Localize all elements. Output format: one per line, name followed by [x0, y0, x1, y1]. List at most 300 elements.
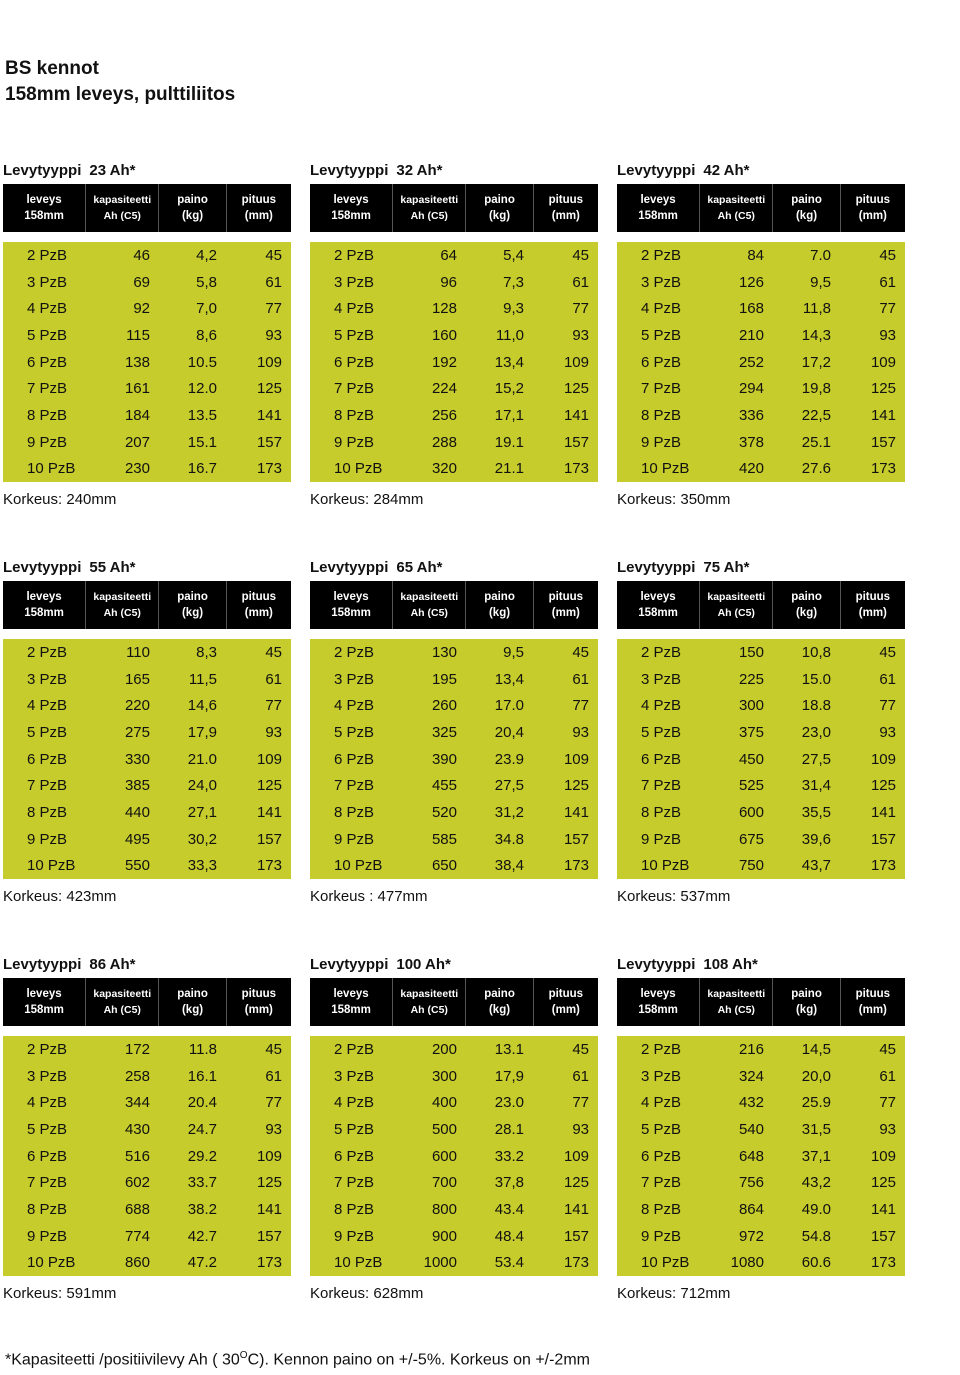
cell-kapasiteetti: 675 — [738, 830, 764, 848]
cell-kapasiteetti: 450 — [738, 750, 764, 768]
table-row — [3, 269, 291, 296]
table-row — [617, 799, 905, 826]
korkeus-label: Korkeus: 284mm — [310, 491, 424, 509]
cell-leveys: 7 PzB — [641, 1174, 682, 1192]
cell-pituus: 157 — [870, 433, 896, 451]
header-kapasiteetti-line: kapasiteetti — [400, 591, 459, 603]
cell-paino: 27,5 — [494, 777, 524, 795]
spec-table — [3, 557, 291, 907]
cell-pituus: 141 — [870, 406, 896, 424]
table-title-label: Levytyyppi — [310, 559, 389, 576]
cell-leveys: 6 PzB — [27, 750, 68, 768]
cell-kapasiteetti: 300 — [431, 1067, 457, 1085]
header-pituus-line: (mm) — [551, 1004, 580, 1016]
spec-table — [617, 557, 905, 907]
cell-leveys: 4 PzB — [27, 697, 68, 715]
cell-leveys: 6 PzB — [334, 750, 375, 768]
cell-kapasiteetti: 324 — [738, 1067, 764, 1085]
cell-leveys: 9 PzB — [334, 433, 375, 451]
cell-leveys: 8 PzB — [27, 803, 68, 821]
cell-kapasiteetti: 325 — [431, 723, 457, 741]
header-paino — [466, 978, 533, 1026]
cell-leveys: 3 PzB — [27, 1067, 68, 1085]
header-leveys — [310, 581, 393, 629]
header-leveys — [3, 581, 86, 629]
cell-pituus: 173 — [563, 460, 589, 478]
cell-pituus: 93 — [572, 723, 589, 741]
header-paino-line: (kg) — [488, 607, 511, 619]
cell-leveys: 10 PzB — [27, 1254, 76, 1272]
cell-kapasiteetti: 230 — [124, 460, 150, 478]
cell-kapasiteetti: 378 — [738, 433, 764, 451]
cell-leveys: 10 PzB — [334, 460, 383, 478]
table-row — [310, 1223, 598, 1250]
cell-leveys: 3 PzB — [641, 273, 682, 291]
cell-pituus: 141 — [563, 803, 589, 821]
cell-leveys: 8 PzB — [334, 803, 375, 821]
cell-leveys: 7 PzB — [641, 777, 682, 795]
table-row — [3, 719, 291, 746]
footnote-superscript: O — [239, 1350, 248, 1361]
cell-kapasiteetti: 602 — [124, 1174, 150, 1192]
cell-pituus: 93 — [879, 1120, 896, 1138]
cell-leveys: 9 PzB — [27, 1227, 68, 1245]
table-title-label: Levytyyppi — [3, 162, 82, 179]
cell-leveys: 6 PzB — [334, 353, 375, 371]
spec-table — [617, 954, 905, 1304]
cell-leveys: 2 PzB — [641, 1040, 682, 1058]
cell-kapasiteetti: 648 — [738, 1147, 764, 1165]
korkeus-label: Korkeus: 537mm — [617, 888, 731, 906]
cell-leveys: 7 PzB — [641, 380, 682, 398]
table-row — [3, 322, 291, 349]
header-kapasiteetti-line: Ah (C5) — [103, 210, 141, 222]
cell-leveys: 10 PzB — [641, 1254, 690, 1272]
footnote-text: *Kapasiteetti /positiivilevy Ah ( 30 — [5, 1351, 240, 1369]
table-row — [310, 692, 598, 719]
cell-leveys: 5 PzB — [641, 326, 682, 344]
table-body — [617, 639, 905, 879]
table-body — [310, 242, 598, 482]
cell-pituus: 141 — [256, 803, 282, 821]
header-paino-line: (kg) — [181, 607, 204, 619]
table-row — [310, 1036, 598, 1063]
cell-leveys: 2 PzB — [334, 1040, 375, 1058]
header-kapasiteetti — [86, 581, 159, 629]
header-leveys — [617, 184, 700, 232]
table-row — [3, 1063, 291, 1090]
header-paino-line: (kg) — [795, 607, 818, 619]
table-row — [617, 1250, 905, 1277]
table-row — [3, 349, 291, 376]
cell-paino: 5,4 — [503, 246, 524, 264]
table-row — [3, 666, 291, 693]
header-leveys-line: 158mm — [331, 607, 371, 619]
cell-leveys: 7 PzB — [334, 1174, 375, 1192]
cell-kapasiteetti: 210 — [738, 326, 764, 344]
cell-kapasiteetti: 207 — [124, 433, 150, 451]
table-row — [310, 746, 598, 773]
table-row — [3, 429, 291, 456]
table-row — [310, 456, 598, 483]
cell-leveys: 4 PzB — [334, 300, 375, 318]
cell-paino: 33.2 — [494, 1147, 524, 1165]
header-kapasiteetti — [700, 978, 773, 1026]
cell-paino: 14,5 — [801, 1040, 831, 1058]
cell-leveys: 3 PzB — [27, 670, 68, 688]
cell-paino: 5,8 — [196, 273, 217, 291]
cell-leveys: 9 PzB — [27, 433, 68, 451]
cell-paino: 10,8 — [801, 643, 831, 661]
header-pituus-line: pituus — [241, 988, 277, 1000]
header-pituus — [841, 184, 905, 232]
table-row — [3, 1036, 291, 1063]
table-row — [3, 1223, 291, 1250]
header-kapasiteetti-line: Ah (C5) — [717, 210, 755, 222]
cell-kapasiteetti: 375 — [738, 723, 764, 741]
header-leveys — [3, 184, 86, 232]
cell-pituus: 173 — [563, 857, 589, 875]
header-leveys-line: leveys — [333, 194, 369, 206]
cell-leveys: 7 PzB — [334, 380, 375, 398]
cell-kapasiteetti: 585 — [431, 830, 457, 848]
cell-paino: 7,3 — [503, 273, 524, 291]
cell-leveys: 4 PzB — [641, 697, 682, 715]
table-row — [617, 692, 905, 719]
header-paino-line: (kg) — [181, 210, 204, 222]
cell-leveys: 2 PzB — [334, 643, 375, 661]
cell-paino: 9,3 — [503, 300, 524, 318]
spec-table — [310, 954, 598, 1304]
table-row — [617, 349, 905, 376]
cell-paino: 43.4 — [494, 1200, 524, 1218]
table-row — [310, 772, 598, 799]
cell-leveys: 6 PzB — [641, 750, 682, 768]
table-row — [310, 375, 598, 402]
cell-paino: 24,0 — [187, 777, 217, 795]
cell-paino: 43,7 — [801, 857, 831, 875]
table-row — [617, 322, 905, 349]
cell-paino: 47.2 — [187, 1254, 217, 1272]
cell-leveys: 5 PzB — [641, 723, 682, 741]
cell-pituus: 77 — [265, 1094, 282, 1112]
table-row — [617, 1089, 905, 1116]
table-row — [3, 242, 291, 269]
header-leveys — [617, 581, 700, 629]
cell-kapasiteetti: 440 — [124, 803, 150, 821]
cell-kapasiteetti: 385 — [124, 777, 150, 795]
cell-leveys: 2 PzB — [27, 643, 68, 661]
cell-paino: 60.6 — [801, 1254, 831, 1272]
cell-paino: 8,6 — [196, 326, 217, 344]
header-leveys — [310, 978, 393, 1026]
cell-paino: 27.6 — [801, 460, 831, 478]
header-leveys — [310, 184, 393, 232]
header-paino-line: (kg) — [795, 1004, 818, 1016]
header-pituus-line: pituus — [548, 194, 584, 206]
table-header — [617, 184, 905, 232]
cell-paino: 33,3 — [187, 857, 217, 875]
cell-pituus: 109 — [563, 353, 589, 371]
cell-pituus: 125 — [563, 777, 589, 795]
cell-leveys: 10 PzB — [27, 857, 76, 875]
cell-pituus: 93 — [572, 1120, 589, 1138]
cell-paino: 42.7 — [187, 1227, 217, 1245]
header-leveys-line: leveys — [640, 988, 676, 1000]
header-pituus-line: (mm) — [551, 210, 580, 222]
table-row — [3, 1116, 291, 1143]
cell-kapasiteetti: 650 — [431, 857, 457, 875]
cell-kapasiteetti: 128 — [431, 300, 457, 318]
table-row — [617, 429, 905, 456]
cell-leveys: 7 PzB — [334, 777, 375, 795]
table-row — [310, 242, 598, 269]
cell-leveys: 4 PzB — [27, 1094, 68, 1112]
header-paino-line: (kg) — [488, 210, 511, 222]
cell-paino: 19.1 — [494, 433, 524, 451]
cell-leveys: 5 PzB — [27, 723, 68, 741]
header-leveys-line: 158mm — [638, 1004, 678, 1016]
cell-pituus: 125 — [256, 777, 282, 795]
cell-kapasiteetti: 260 — [431, 697, 457, 715]
table-row — [310, 799, 598, 826]
table-row — [310, 666, 598, 693]
header-kapasiteetti — [700, 184, 773, 232]
cell-pituus: 157 — [563, 830, 589, 848]
table-row — [3, 799, 291, 826]
cell-paino: 17.0 — [494, 697, 524, 715]
header-paino-line: paino — [791, 988, 822, 1000]
cell-pituus: 93 — [265, 723, 282, 741]
cell-pituus: 61 — [572, 1067, 589, 1085]
cell-leveys: 3 PzB — [641, 670, 682, 688]
cell-leveys: 8 PzB — [27, 1200, 68, 1218]
cell-pituus: 45 — [879, 643, 896, 661]
cell-kapasiteetti: 520 — [431, 803, 457, 821]
cell-pituus: 109 — [563, 1147, 589, 1165]
cell-pituus: 61 — [265, 273, 282, 291]
table-row — [3, 375, 291, 402]
header-leveys-line: leveys — [26, 194, 62, 206]
cell-leveys: 6 PzB — [641, 1147, 682, 1165]
cell-paino: 13.1 — [494, 1040, 524, 1058]
cell-leveys: 5 PzB — [27, 326, 68, 344]
header-pituus-line: (mm) — [244, 210, 273, 222]
table-row — [3, 746, 291, 773]
cell-pituus: 77 — [879, 1094, 896, 1112]
cell-paino: 11.8 — [188, 1040, 217, 1058]
cell-pituus: 45 — [265, 643, 282, 661]
cell-kapasiteetti: 495 — [124, 830, 150, 848]
cell-leveys: 9 PzB — [27, 830, 68, 848]
header-pituus — [227, 581, 291, 629]
cell-paino: 20.4 — [187, 1094, 217, 1112]
table-title-label: Levytyyppi — [617, 162, 696, 179]
cell-kapasiteetti: 516 — [124, 1147, 150, 1165]
cell-paino: 21.1 — [494, 460, 524, 478]
table-row — [617, 1169, 905, 1196]
cell-pituus: 157 — [256, 830, 282, 848]
cell-kapasiteetti: 688 — [124, 1200, 150, 1218]
cell-kapasiteetti: 252 — [738, 353, 764, 371]
table-title-capacity: 65 Ah* — [396, 559, 443, 576]
header-leveys-line: 158mm — [24, 210, 64, 222]
table-body — [3, 1036, 291, 1276]
cell-pituus: 93 — [572, 326, 589, 344]
table-title-label: Levytyyppi — [617, 559, 696, 576]
cell-kapasiteetti: 172 — [124, 1040, 150, 1058]
table-title-label: Levytyyppi — [310, 162, 389, 179]
cell-kapasiteetti: 69 — [133, 273, 150, 291]
header-pituus-line: (mm) — [858, 1004, 887, 1016]
cell-leveys: 8 PzB — [641, 803, 682, 821]
header-paino — [466, 184, 533, 232]
table-header — [310, 184, 598, 232]
header-paino — [773, 978, 840, 1026]
cell-kapasiteetti: 430 — [124, 1120, 150, 1138]
table-row — [310, 1116, 598, 1143]
header-pituus-line: pituus — [548, 591, 584, 603]
cell-pituus: 125 — [870, 380, 896, 398]
cell-kapasiteetti: 161 — [124, 380, 150, 398]
table-row — [617, 1143, 905, 1170]
cell-pituus: 45 — [265, 246, 282, 264]
cell-leveys: 4 PzB — [334, 697, 375, 715]
cell-paino: 11,0 — [495, 326, 524, 344]
footnote — [5, 1350, 590, 1369]
cell-pituus: 93 — [879, 723, 896, 741]
cell-kapasiteetti: 92 — [133, 300, 150, 318]
header-paino — [159, 184, 226, 232]
cell-kapasiteetti: 288 — [431, 433, 457, 451]
korkeus-label: Korkeus: 423mm — [3, 888, 117, 906]
cell-paino: 16.7 — [187, 460, 217, 478]
cell-leveys: 7 PzB — [27, 1174, 68, 1192]
header-leveys-line: leveys — [26, 591, 62, 603]
table-title — [3, 557, 291, 579]
cell-kapasiteetti: 1000 — [423, 1254, 457, 1272]
table-row — [617, 402, 905, 429]
header-pituus-line: pituus — [855, 591, 891, 603]
cell-leveys: 9 PzB — [641, 830, 682, 848]
table-row — [310, 719, 598, 746]
cell-paino: 25.1 — [801, 433, 831, 451]
page-title-line2: 158mm leveys, pulttiliitos — [5, 84, 236, 105]
table-row — [310, 1089, 598, 1116]
cell-pituus: 77 — [572, 300, 589, 318]
cell-paino: 27,1 — [187, 803, 217, 821]
header-paino-line: paino — [791, 591, 822, 603]
cell-paino: 14,3 — [801, 326, 831, 344]
cell-pituus: 61 — [572, 273, 589, 291]
cell-leveys: 5 PzB — [334, 326, 375, 344]
cell-paino: 4,2 — [196, 246, 217, 264]
header-pituus-line: pituus — [548, 988, 584, 1000]
header-pituus-line: (mm) — [858, 607, 887, 619]
table-row — [310, 639, 598, 666]
cell-kapasiteetti: 165 — [124, 670, 150, 688]
header-pituus — [534, 581, 598, 629]
cell-pituus: 109 — [256, 1147, 282, 1165]
cell-pituus: 77 — [265, 697, 282, 715]
header-leveys-line: leveys — [640, 591, 676, 603]
cell-pituus: 77 — [265, 300, 282, 318]
header-leveys-line: 158mm — [331, 210, 371, 222]
cell-kapasiteetti: 400 — [431, 1094, 457, 1112]
header-pituus-line: pituus — [241, 591, 277, 603]
page-title-line1: BS kennot — [5, 58, 99, 79]
cell-paino: 43,2 — [801, 1174, 831, 1192]
table-row — [617, 1223, 905, 1250]
korkeus-label: Korkeus: 628mm — [310, 1285, 424, 1303]
header-kapasiteetti — [393, 184, 466, 232]
cell-leveys: 5 PzB — [641, 1120, 682, 1138]
table-title-label: Levytyyppi — [3, 559, 82, 576]
cell-leveys: 10 PzB — [641, 857, 690, 875]
header-kapasiteetti-line: kapasiteetti — [707, 591, 766, 603]
cell-pituus: 173 — [870, 857, 896, 875]
korkeus-label: Korkeus: 712mm — [617, 1285, 731, 1303]
cell-kapasiteetti: 258 — [124, 1067, 150, 1085]
cell-kapasiteetti: 774 — [124, 1227, 150, 1245]
table-row — [310, 1169, 598, 1196]
cell-pituus: 61 — [879, 670, 896, 688]
cell-pituus: 45 — [572, 643, 589, 661]
table-row — [617, 853, 905, 880]
cell-leveys: 7 PzB — [27, 777, 68, 795]
header-kapasiteetti-line: kapasiteetti — [93, 591, 152, 603]
cell-kapasiteetti: 64 — [440, 246, 457, 264]
header-kapasiteetti — [86, 978, 159, 1026]
header-pituus-line: pituus — [855, 194, 891, 206]
header-paino-line: (kg) — [181, 1004, 204, 1016]
cell-paino: 17,1 — [494, 406, 524, 424]
table-row — [310, 349, 598, 376]
cell-paino: 28.1 — [494, 1120, 524, 1138]
table-row — [310, 402, 598, 429]
cell-paino: 19,8 — [801, 380, 831, 398]
cell-pituus: 61 — [572, 670, 589, 688]
table-row — [310, 269, 598, 296]
cell-kapasiteetti: 972 — [738, 1227, 764, 1245]
header-kapasiteetti-line: kapasiteetti — [93, 988, 152, 1000]
cell-pituus: 173 — [563, 1254, 589, 1272]
table-row — [3, 402, 291, 429]
cell-kapasiteetti: 256 — [431, 406, 457, 424]
table-title-label: Levytyyppi — [310, 956, 389, 973]
cell-leveys: 5 PzB — [334, 723, 375, 741]
header-paino — [466, 581, 533, 629]
cell-kapasiteetti: 330 — [124, 750, 150, 768]
table-row — [3, 1196, 291, 1223]
cell-leveys: 8 PzB — [641, 1200, 682, 1218]
cell-paino: 13,4 — [494, 670, 524, 688]
cell-paino: 16.1 — [187, 1067, 217, 1085]
cell-paino: 7,0 — [196, 300, 217, 318]
cell-paino: 15,2 — [494, 380, 524, 398]
cell-leveys: 9 PzB — [334, 830, 375, 848]
cell-kapasiteetti: 390 — [431, 750, 457, 768]
header-leveys-line: leveys — [640, 194, 676, 206]
cell-pituus: 173 — [256, 460, 282, 478]
cell-kapasiteetti: 130 — [431, 643, 457, 661]
cell-paino: 24.7 — [187, 1120, 217, 1138]
header-pituus-line: (mm) — [551, 607, 580, 619]
cell-pituus: 77 — [879, 697, 896, 715]
cell-paino: 17,2 — [801, 353, 831, 371]
spec-table — [310, 160, 598, 510]
table-row — [3, 1089, 291, 1116]
